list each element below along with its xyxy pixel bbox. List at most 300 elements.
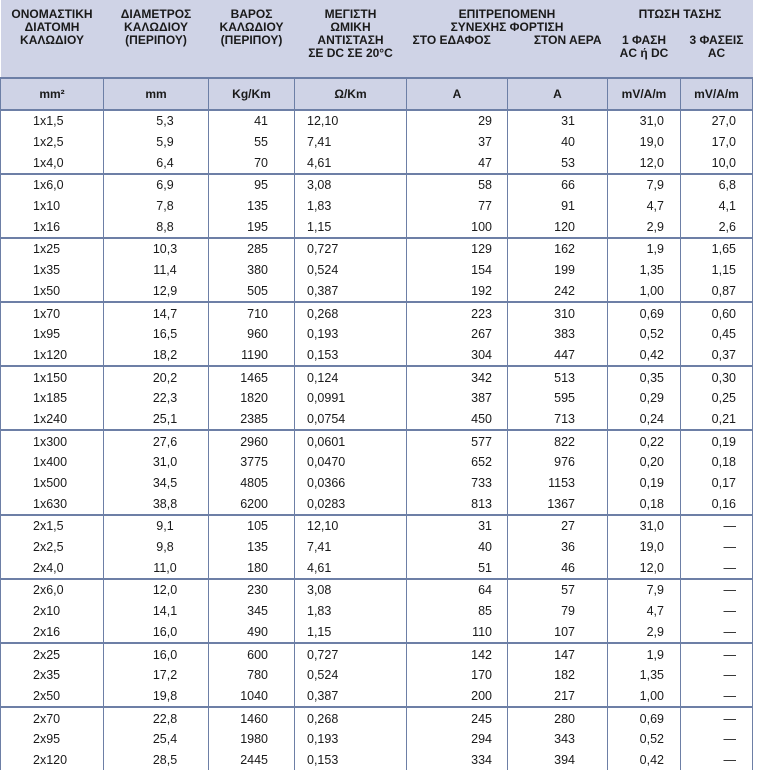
cell-diameter: 5,3	[104, 110, 209, 132]
cell-diameter: 11,4	[104, 260, 209, 281]
cell-section: 1x10	[1, 196, 104, 217]
cell-current-ground: 813	[407, 493, 508, 515]
cell-resistance: 12,10	[295, 515, 407, 537]
cell-vdrop-3phase: 1,15	[681, 260, 753, 281]
cell-current-ground: 170	[407, 665, 508, 686]
cell-resistance: 0,124	[295, 366, 407, 388]
cell-current-air: 242	[508, 281, 608, 303]
cell-current-ground: 110	[407, 622, 508, 644]
cell-weight: 505	[209, 281, 295, 303]
table-row	[1, 686, 753, 708]
header-line: ΩΜΙΚΗ	[330, 20, 371, 34]
header-line: 1 ΦΑΣΗ	[621, 33, 667, 47]
cell-diameter: 7,8	[104, 196, 209, 217]
table-row	[1, 557, 753, 579]
cell-current-air: 91	[508, 196, 608, 217]
cell-current-ground: 40	[407, 537, 508, 558]
cell-diameter: 28,5	[104, 750, 209, 770]
cell-vdrop-1phase: 0,42	[608, 750, 681, 770]
header-line: ΟΝΟΜΑΣΤΙΚΗ	[11, 7, 93, 21]
cell-section: 1x185	[1, 388, 104, 409]
cell-vdrop-1phase: 1,35	[608, 665, 681, 686]
cell-vdrop-1phase: 12,0	[608, 557, 681, 579]
table-row	[1, 579, 753, 601]
cell-current-air: 280	[508, 707, 608, 729]
cell-current-ground: 450	[407, 409, 508, 431]
cell-section: 2x50	[1, 686, 104, 708]
cell-diameter: 12,0	[104, 579, 209, 601]
cell-vdrop-1phase: 0,42	[608, 345, 681, 367]
cell-vdrop-3phase: 0,30	[681, 366, 753, 388]
cell-diameter: 25,1	[104, 409, 209, 431]
cell-vdrop-1phase: 0,52	[608, 324, 681, 345]
cell-vdrop-1phase: 0,69	[608, 302, 681, 324]
cell-resistance: 1,83	[295, 196, 407, 217]
header-line: ΜΕΓΙΣΤΗ	[324, 7, 377, 21]
cell-current-air: 40	[508, 132, 608, 153]
cell-vdrop-3phase: —	[681, 750, 753, 770]
table-row	[1, 707, 753, 729]
cell-vdrop-3phase: —	[681, 707, 753, 729]
cell-section: 2x120	[1, 750, 104, 770]
header-line: (ΠΕΡΙΠΟΥ)	[125, 33, 187, 47]
cell-vdrop-1phase: 0,29	[608, 388, 681, 409]
header-section	[1, 0, 104, 78]
cell-vdrop-3phase: —	[681, 622, 753, 644]
cell-vdrop-1phase: 7,9	[608, 174, 681, 196]
cell-section: 1x630	[1, 493, 104, 515]
cell-vdrop-3phase: 0,21	[681, 409, 753, 431]
header-diameter	[104, 0, 209, 78]
cell-current-air: 120	[508, 216, 608, 238]
cell-section: 1x300	[1, 430, 104, 452]
header-line: ΚΑΛΩΔΙΟΥ	[219, 20, 284, 34]
cell-vdrop-1phase: 0,18	[608, 493, 681, 515]
cell-diameter: 25,4	[104, 729, 209, 750]
cell-diameter: 38,8	[104, 493, 209, 515]
table-row	[1, 750, 753, 770]
cell-resistance: 0,0366	[295, 473, 407, 494]
header-current-subrow	[407, 34, 608, 47]
cell-current-air: 595	[508, 388, 608, 409]
header-line: AC ή DC	[619, 46, 669, 60]
cell-weight: 135	[209, 537, 295, 558]
table-row	[1, 366, 753, 388]
header-line: ΑΝΤΙΣΤΑΣΗ	[317, 33, 384, 47]
cell-vdrop-3phase: 1,65	[681, 238, 753, 260]
table-header	[1, 0, 753, 110]
cell-section: 1x4,0	[1, 152, 104, 174]
cell-vdrop-3phase: —	[681, 665, 753, 686]
cell-vdrop-1phase: 1,9	[608, 238, 681, 260]
cell-vdrop-3phase: 0,17	[681, 473, 753, 494]
unit-cell: mm²	[1, 78, 104, 110]
cell-vdrop-1phase: 0,24	[608, 409, 681, 431]
cell-current-ground: 85	[407, 601, 508, 622]
cell-current-ground: 31	[407, 515, 508, 537]
cell-section: 2x35	[1, 665, 104, 686]
table-row	[1, 537, 753, 558]
cell-vdrop-3phase: —	[681, 579, 753, 601]
cell-weight: 780	[209, 665, 295, 686]
cell-current-air: 66	[508, 174, 608, 196]
cell-vdrop-1phase: 1,9	[608, 643, 681, 665]
cell-diameter: 6,9	[104, 174, 209, 196]
cell-section: 1x150	[1, 366, 104, 388]
cell-weight: 600	[209, 643, 295, 665]
cell-resistance: 0,0283	[295, 493, 407, 515]
cell-vdrop-3phase: 0,18	[681, 452, 753, 473]
cell-diameter: 17,2	[104, 665, 209, 686]
cell-current-ground: 223	[407, 302, 508, 324]
table-row	[1, 430, 753, 452]
cell-vdrop-3phase: 2,6	[681, 216, 753, 238]
cell-vdrop-3phase: 27,0	[681, 110, 753, 132]
cell-weight: 1460	[209, 707, 295, 729]
table-row	[1, 601, 753, 622]
cell-section: 1x2,5	[1, 132, 104, 153]
unit-cell: Kg/Km	[209, 78, 295, 110]
header-weight	[209, 0, 295, 78]
cell-section: 1x70	[1, 302, 104, 324]
cell-weight: 95	[209, 174, 295, 196]
cell-current-ground: 294	[407, 729, 508, 750]
cell-weight: 230	[209, 579, 295, 601]
cell-resistance: 0,387	[295, 686, 407, 708]
cell-weight: 6200	[209, 493, 295, 515]
cell-section: 1x120	[1, 345, 104, 367]
cell-resistance: 12,10	[295, 110, 407, 132]
table-row	[1, 238, 753, 260]
cell-vdrop-1phase: 0,35	[608, 366, 681, 388]
cell-weight: 1040	[209, 686, 295, 708]
header-line: ΣΥΝΕΧΗΣ ΦΟΡΤΙΣΗ	[450, 20, 564, 34]
table-row	[1, 110, 753, 132]
table-row	[1, 132, 753, 153]
cell-current-air: 31	[508, 110, 608, 132]
table-row	[1, 729, 753, 750]
cell-weight: 70	[209, 152, 295, 174]
cell-vdrop-3phase: —	[681, 686, 753, 708]
unit-cell: A	[407, 78, 508, 110]
cell-current-air: 57	[508, 579, 608, 601]
cell-vdrop-1phase: 2,9	[608, 216, 681, 238]
cell-weight: 2445	[209, 750, 295, 770]
table-row	[1, 174, 753, 196]
cell-section: 1x95	[1, 324, 104, 345]
header-resistance	[295, 0, 407, 78]
table-row	[1, 216, 753, 238]
cell-resistance: 0,268	[295, 302, 407, 324]
cell-vdrop-3phase: 0,60	[681, 302, 753, 324]
table-row	[1, 260, 753, 281]
table-body	[1, 110, 753, 770]
cell-current-ground: 142	[407, 643, 508, 665]
cell-diameter: 16,0	[104, 643, 209, 665]
cell-diameter: 10,3	[104, 238, 209, 260]
cell-current-ground: 29	[407, 110, 508, 132]
cell-weight: 195	[209, 216, 295, 238]
unit-cell: Ω/Km	[295, 78, 407, 110]
cell-vdrop-1phase: 1,00	[608, 281, 681, 303]
header-line: ΚΑΛΩΔΙΟΥ	[124, 20, 188, 34]
cell-current-ground: 245	[407, 707, 508, 729]
header-line: ΔΙΑΜΕΤΡΟΣ	[120, 7, 192, 21]
cell-resistance: 4,61	[295, 152, 407, 174]
cell-section: 2x16	[1, 622, 104, 644]
cell-resistance: 0,153	[295, 750, 407, 770]
table-row	[1, 622, 753, 644]
cell-section: 1x500	[1, 473, 104, 494]
table-row	[1, 152, 753, 174]
header-line: AC	[707, 46, 726, 60]
cell-diameter: 27,6	[104, 430, 209, 452]
cell-weight: 55	[209, 132, 295, 153]
cell-resistance: 0,387	[295, 281, 407, 303]
cell-weight: 490	[209, 622, 295, 644]
cell-current-ground: 51	[407, 557, 508, 579]
unit-cell: mm	[104, 78, 209, 110]
unit-cell: mV/A/m	[681, 78, 753, 110]
cell-current-ground: 64	[407, 579, 508, 601]
cell-resistance: 7,41	[295, 132, 407, 153]
header-line: ΠΤΩΣΗ ΤΑΣΗΣ	[638, 7, 722, 21]
cell-section: 1x25	[1, 238, 104, 260]
cell-current-ground: 267	[407, 324, 508, 345]
cell-section: 1x50	[1, 281, 104, 303]
cell-diameter: 16,0	[104, 622, 209, 644]
table-row	[1, 493, 753, 515]
cell-current-air: 199	[508, 260, 608, 281]
cell-diameter: 20,2	[104, 366, 209, 388]
cell-weight: 41	[209, 110, 295, 132]
cell-current-ground: 342	[407, 366, 508, 388]
cell-vdrop-3phase: 17,0	[681, 132, 753, 153]
cell-vdrop-1phase: 1,00	[608, 686, 681, 708]
cell-weight: 1980	[209, 729, 295, 750]
header-phase-subrow	[608, 34, 753, 60]
cell-diameter: 18,2	[104, 345, 209, 367]
cell-weight: 285	[209, 238, 295, 260]
unit-cell: A	[508, 78, 608, 110]
cell-current-air: 36	[508, 537, 608, 558]
cell-section: 2x70	[1, 707, 104, 729]
cell-section: 1x35	[1, 260, 104, 281]
cell-current-air: 343	[508, 729, 608, 750]
cell-vdrop-1phase: 4,7	[608, 196, 681, 217]
cell-current-air: 394	[508, 750, 608, 770]
header-voltage-drop	[608, 0, 753, 78]
table-row	[1, 665, 753, 686]
table-row	[1, 302, 753, 324]
cell-current-ground: 733	[407, 473, 508, 494]
cell-section: 2x4,0	[1, 557, 104, 579]
cell-current-air: 27	[508, 515, 608, 537]
cell-vdrop-1phase: 0,20	[608, 452, 681, 473]
cell-vdrop-3phase: 4,1	[681, 196, 753, 217]
cell-current-ground: 58	[407, 174, 508, 196]
cell-weight: 380	[209, 260, 295, 281]
cell-vdrop-3phase: —	[681, 601, 753, 622]
header-line: ΚΑΛΩΔΙΟΥ	[20, 33, 84, 47]
header-line: 3 ΦΑΣΕΙΣ	[689, 33, 744, 47]
cell-section: 1x6,0	[1, 174, 104, 196]
cell-vdrop-1phase: 1,35	[608, 260, 681, 281]
cell-vdrop-1phase: 12,0	[608, 152, 681, 174]
cell-current-ground: 100	[407, 216, 508, 238]
cell-resistance: 0,268	[295, 707, 407, 729]
table-row	[1, 452, 753, 473]
cell-current-air: 182	[508, 665, 608, 686]
cell-vdrop-1phase: 2,9	[608, 622, 681, 644]
cell-section: 2x10	[1, 601, 104, 622]
cell-diameter: 22,3	[104, 388, 209, 409]
cell-vdrop-1phase: 0,22	[608, 430, 681, 452]
unit-cell: mV/A/m	[608, 78, 681, 110]
cell-section: 2x2,5	[1, 537, 104, 558]
cell-weight: 1190	[209, 345, 295, 367]
cell-vdrop-1phase: 19,0	[608, 132, 681, 153]
cell-resistance: 3,08	[295, 174, 407, 196]
cell-resistance: 1,15	[295, 216, 407, 238]
cell-vdrop-1phase: 7,9	[608, 579, 681, 601]
header-line: (ΠΕΡΙΠΟΥ)	[220, 33, 283, 47]
cell-vdrop-3phase: 0,37	[681, 345, 753, 367]
header-current	[407, 0, 608, 78]
cell-current-air: 147	[508, 643, 608, 665]
cell-weight: 105	[209, 515, 295, 537]
cell-diameter: 12,9	[104, 281, 209, 303]
header-row	[1, 0, 753, 78]
cell-resistance: 0,0601	[295, 430, 407, 452]
cell-diameter: 19,8	[104, 686, 209, 708]
cell-current-air: 976	[508, 452, 608, 473]
cell-resistance: 0,727	[295, 238, 407, 260]
table-row	[1, 196, 753, 217]
cell-vdrop-3phase: —	[681, 643, 753, 665]
cell-resistance: 0,193	[295, 729, 407, 750]
cell-section: 1x240	[1, 409, 104, 431]
header-phase3	[681, 34, 753, 60]
cell-current-ground: 129	[407, 238, 508, 260]
cell-current-air: 107	[508, 622, 608, 644]
cell-section: 2x6,0	[1, 579, 104, 601]
cell-weight: 135	[209, 196, 295, 217]
table-row	[1, 324, 753, 345]
table-row	[1, 473, 753, 494]
units-row	[1, 78, 753, 110]
cell-vdrop-1phase: 4,7	[608, 601, 681, 622]
cell-section: 2x25	[1, 643, 104, 665]
cell-diameter: 9,8	[104, 537, 209, 558]
cell-resistance: 3,08	[295, 579, 407, 601]
cell-vdrop-3phase: —	[681, 729, 753, 750]
table-row	[1, 388, 753, 409]
cell-vdrop-1phase: 0,19	[608, 473, 681, 494]
cell-diameter: 22,8	[104, 707, 209, 729]
cell-current-ground: 77	[407, 196, 508, 217]
cell-resistance: 7,41	[295, 537, 407, 558]
cell-section: 2x1,5	[1, 515, 104, 537]
cell-current-air: 162	[508, 238, 608, 260]
cell-current-ground: 47	[407, 152, 508, 174]
header-line: ΣΕ DC ΣΕ 20°C	[308, 46, 393, 60]
cell-current-air: 513	[508, 366, 608, 388]
cell-weight: 4805	[209, 473, 295, 494]
cell-weight: 710	[209, 302, 295, 324]
cell-section: 1x400	[1, 452, 104, 473]
cell-current-air: 79	[508, 601, 608, 622]
cell-weight: 345	[209, 601, 295, 622]
cell-vdrop-3phase: 10,0	[681, 152, 753, 174]
cell-current-air: 1367	[508, 493, 608, 515]
cell-diameter: 9,1	[104, 515, 209, 537]
cell-vdrop-1phase: 31,0	[608, 110, 681, 132]
cell-vdrop-3phase: —	[681, 515, 753, 537]
cell-current-air: 447	[508, 345, 608, 367]
cell-weight: 2385	[209, 409, 295, 431]
cell-resistance: 1,15	[295, 622, 407, 644]
table-row	[1, 281, 753, 303]
cell-current-air: 713	[508, 409, 608, 431]
cell-resistance: 4,61	[295, 557, 407, 579]
header-phase1	[608, 34, 681, 60]
cell-current-air: 46	[508, 557, 608, 579]
cell-resistance: 0,524	[295, 260, 407, 281]
cell-current-ground: 37	[407, 132, 508, 153]
cell-weight: 1820	[209, 388, 295, 409]
cell-diameter: 34,5	[104, 473, 209, 494]
cell-vdrop-3phase: 0,87	[681, 281, 753, 303]
cell-current-air: 1153	[508, 473, 608, 494]
cell-resistance: 0,193	[295, 324, 407, 345]
cell-diameter: 8,8	[104, 216, 209, 238]
cell-resistance: 0,153	[295, 345, 407, 367]
cell-vdrop-3phase: 0,19	[681, 430, 753, 452]
cell-current-ground: 200	[407, 686, 508, 708]
cell-current-ground: 334	[407, 750, 508, 770]
table-row	[1, 643, 753, 665]
cell-current-ground: 304	[407, 345, 508, 367]
table-row	[1, 345, 753, 367]
cell-diameter: 11,0	[104, 557, 209, 579]
cell-vdrop-3phase: 0,16	[681, 493, 753, 515]
cell-vdrop-1phase: 31,0	[608, 515, 681, 537]
header-line: ΒΑΡΟΣ	[230, 7, 273, 21]
cell-vdrop-1phase: 0,52	[608, 729, 681, 750]
cell-current-air: 383	[508, 324, 608, 345]
cell-resistance: 0,0991	[295, 388, 407, 409]
cell-current-ground: 154	[407, 260, 508, 281]
cell-vdrop-1phase: 0,69	[608, 707, 681, 729]
cell-vdrop-3phase: —	[681, 537, 753, 558]
cell-resistance: 1,83	[295, 601, 407, 622]
cell-section: 1x1,5	[1, 110, 104, 132]
header-current-ground: ΣΤΟ ΕΔΑΦΟΣ	[412, 33, 491, 47]
cell-section: 1x16	[1, 216, 104, 238]
cell-current-ground: 652	[407, 452, 508, 473]
cell-resistance: 0,524	[295, 665, 407, 686]
cell-current-air: 53	[508, 152, 608, 174]
header-line: ΕΠΙΤΡΕΠΟΜΕΝΗ	[458, 7, 556, 21]
cell-weight: 3775	[209, 452, 295, 473]
cell-diameter: 14,1	[104, 601, 209, 622]
cell-current-ground: 192	[407, 281, 508, 303]
table-row	[1, 409, 753, 431]
cell-vdrop-3phase: 6,8	[681, 174, 753, 196]
cell-diameter: 5,9	[104, 132, 209, 153]
header-current-air: ΣΤΟΝ ΑΕΡΑ	[533, 33, 602, 47]
